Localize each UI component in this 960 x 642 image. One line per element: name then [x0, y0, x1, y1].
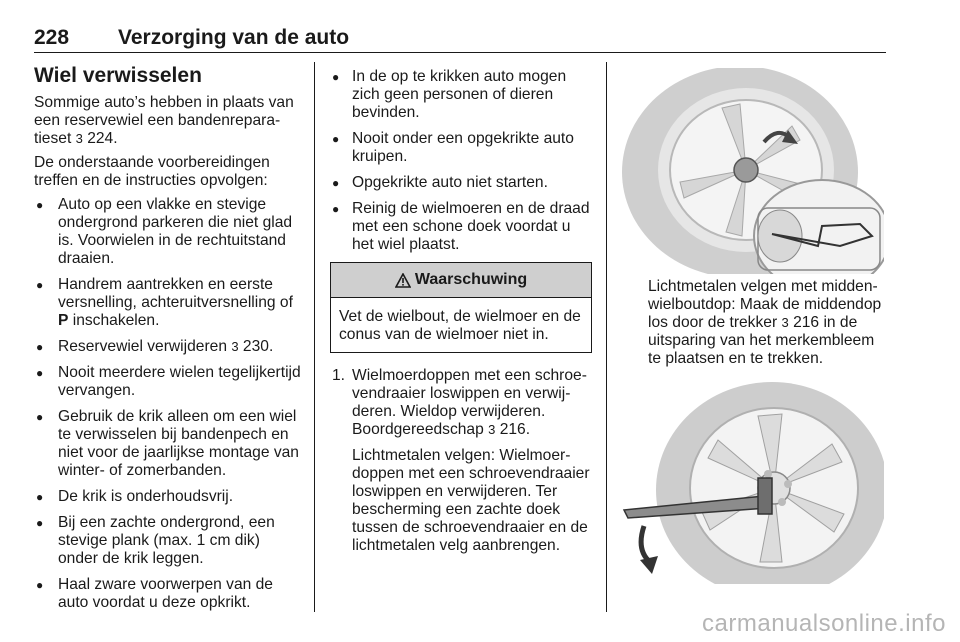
- wheel-wrench-illustration: [622, 378, 884, 584]
- center-cap-illustration: [622, 68, 884, 274]
- reference-icon: 3: [231, 339, 239, 354]
- reference-icon: 3: [781, 315, 789, 330]
- warning-title: Waarschuwing: [414, 271, 528, 288]
- middle-column: [330, 68, 592, 563]
- intro-paragraph: Sommige auto’s hebben in plaats van een reservewiel een bandenreparatieset 3 224.: [34, 94, 294, 147]
- step-item: [330, 367, 592, 555]
- column-divider-left: [314, 62, 315, 612]
- step-list: [330, 367, 592, 555]
- warning-header: [331, 263, 591, 298]
- step-number: 1.: [332, 367, 346, 384]
- list-item: ● Nooit onder een opgekrikte auto kruipen.: [330, 130, 592, 166]
- page-header: [34, 24, 886, 53]
- step-paragraph: Lichtmetalen velgen: Wielmoerdoppen met een schroevendraaier loswippen en verwijderen. Ter bescherming een zachte doek tussen de schroevendraaier en de lichtmetalen velg aanbrengen.: [352, 447, 590, 554]
- list-item: ● Opgekrikte auto niet starten.: [330, 174, 592, 192]
- list-item: ● In de op te krikken auto mogen zich geen personen of dieren bevinden.: [330, 68, 592, 122]
- list-item: ● Handrem aantrekken en eerste versnelling, achteruitversnelling of P inschakelen.: [34, 276, 302, 330]
- list-item: ● Reservewiel verwijderen 3 230.: [34, 338, 302, 356]
- section-title: Wiel verwisselen: [34, 64, 202, 87]
- warning-box: [330, 262, 592, 353]
- preparation-list: [34, 196, 302, 612]
- list-item: ● Auto op een vlakke en stevige ondergrond parkeren die niet glad is. Voorwielen in de rechtuitstand draaien.: [34, 196, 302, 268]
- list-item: ● Gebruik de krik alleen om een wiel te verwisselen bij bandenpech en niet voor de jaarlijkse montage van winter- of zomerbanden.: [34, 408, 302, 480]
- list-item: ● Haal zware voorwerpen van de auto voordat u deze opkrikt.: [34, 576, 302, 612]
- chapter-title: Verzorging van de auto: [118, 26, 350, 49]
- warning-text: Vet de wielbout, de wielmoer en de conus van de wielmoer niet in.: [339, 308, 581, 343]
- list-item: ● Reinig de wielmoeren en de draad met een schone doek voordat u het wiel plaatst.: [330, 200, 592, 254]
- column-divider-right: [606, 62, 607, 612]
- step-paragraph: Wielmoerdoppen met een schroevendraaier loswippen en verwijderen. Wieldop verwijderen. Boordgereedschap 3 216.: [352, 367, 587, 438]
- warning-triangle-icon: [395, 273, 411, 288]
- safety-list: [330, 68, 592, 254]
- list-item: ● Bij een zachte ondergrond, een stevige plank (max. 1 cm dik) onder de krik leggen.: [34, 514, 302, 568]
- list-item: ● Nooit meerdere wielen tegelijkertijd vervangen.: [34, 364, 302, 400]
- left-column: [34, 64, 302, 620]
- list-item: ● De krik is onderhoudsvrij.: [34, 488, 302, 506]
- reference-icon: 3: [488, 422, 496, 437]
- page-number: 228: [34, 26, 70, 49]
- watermark: carmanualsonline.info: [702, 610, 946, 637]
- intro-paragraph: De onderstaande voorbereidingen treffen en de instructies opvolgen:: [34, 154, 270, 189]
- illustration-caption: Lichtmetalen velgen met middenwielboutdop: Maak de middendop los door de trekker 3 216 in de uitsparing van het merkembleem te plaatsen en te trekken.: [648, 278, 882, 367]
- reference-icon: 3: [75, 131, 83, 146]
